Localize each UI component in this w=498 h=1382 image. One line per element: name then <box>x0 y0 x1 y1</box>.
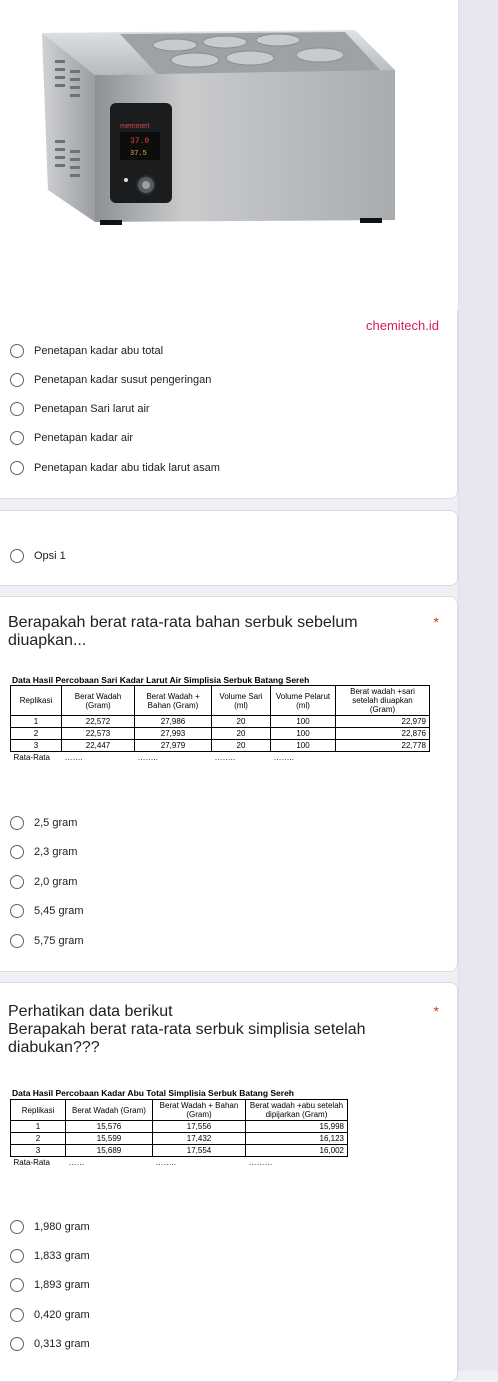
cell: 17,432 <box>153 1133 246 1145</box>
cell: …….. <box>214 753 235 762</box>
option-label: 1,980 gram <box>34 1221 90 1233</box>
option-label: Penetapan Sari larut air <box>34 403 150 415</box>
header-cell: Berat Wadah + Bahan (Gram) <box>153 1100 246 1121</box>
table-row <box>11 1121 348 1133</box>
cell: …….. <box>273 753 294 762</box>
cell: 15,576 <box>66 1121 153 1133</box>
question-card-berat-rata-rata <box>0 596 458 972</box>
option-label: 2,5 gram <box>34 817 78 829</box>
option-label: 2,3 gram <box>34 846 78 858</box>
radio-button[interactable] <box>10 845 24 859</box>
cell: 20 <box>212 740 271 752</box>
option-label: Opsi 1 <box>34 550 66 562</box>
option-abu-tidak-larut-asam[interactable] <box>10 459 220 477</box>
header-cell: Berat wadah +abu setelah dipijarkan (Gram) <box>246 1100 348 1121</box>
radio-button[interactable] <box>10 1220 24 1234</box>
radio-button[interactable] <box>10 934 24 948</box>
option-2-3-gram[interactable] <box>10 843 77 861</box>
table-row <box>11 1133 348 1145</box>
cell: ……… <box>248 1158 273 1167</box>
option-label: Penetapan kadar abu tidak larut asam <box>34 462 220 474</box>
option-1-893-gram[interactable] <box>10 1276 90 1294</box>
question-card-opsi <box>0 510 458 586</box>
data-table <box>10 685 430 763</box>
option-5-75-gram[interactable] <box>10 932 84 950</box>
water-bath-image <box>0 0 458 310</box>
data-table <box>10 1099 348 1168</box>
radio-button[interactable] <box>10 1308 24 1322</box>
option-1-833-gram[interactable] <box>10 1247 90 1265</box>
table-header-row <box>11 1100 348 1121</box>
option-opsi-1[interactable] <box>10 547 66 565</box>
cell: 3 <box>11 740 62 752</box>
cell: Rata-Rata <box>13 753 50 762</box>
header-cell: Berat Wadah + Bahan (Gram) <box>135 686 212 716</box>
cell: 15,599 <box>66 1133 153 1145</box>
cell: 27,979 <box>135 740 212 752</box>
cell: …….. <box>137 753 158 762</box>
question-title: Berapakah berat rata-rata bahan serbuk sebelum diuapkan... <box>8 614 358 649</box>
header-cell: Replikasi <box>11 1100 66 1121</box>
cell: 15,689 <box>66 1145 153 1157</box>
cell: 3 <box>11 1145 66 1157</box>
option-label: Penetapan kadar susut pengeringan <box>34 374 212 386</box>
cell: Rata-Rata <box>13 1158 50 1167</box>
cell: …… <box>68 1158 85 1167</box>
option-label: 0,313 gram <box>34 1338 90 1350</box>
option-label: 0,420 gram <box>34 1309 90 1321</box>
required-asterisk: * <box>433 614 439 630</box>
radio-button[interactable] <box>10 1337 24 1351</box>
radio-button[interactable] <box>10 344 24 358</box>
page-right-gutter <box>458 0 498 1371</box>
cell <box>336 752 430 764</box>
cell: 20 <box>212 728 271 740</box>
cell: 1 <box>11 1121 66 1133</box>
question-card-image <box>0 0 458 499</box>
option-0-420-gram[interactable] <box>10 1306 90 1324</box>
option-0-313-gram[interactable] <box>10 1335 90 1353</box>
cell: ……. <box>64 753 83 762</box>
question-title-line1: Perhatikan data berikut <box>8 1003 173 1020</box>
table-row <box>11 728 430 740</box>
option-5-45-gram[interactable] <box>10 902 84 920</box>
table-row <box>11 740 430 752</box>
header-cell: Replikasi <box>11 686 62 716</box>
radio-button[interactable] <box>10 431 24 445</box>
radio-button[interactable] <box>10 373 24 387</box>
cell: …….. <box>155 1158 176 1167</box>
table-footer-row <box>11 1157 348 1169</box>
radio-button[interactable] <box>10 816 24 830</box>
radio-button[interactable] <box>10 1278 24 1292</box>
cell: 100 <box>271 716 336 728</box>
cell: 20 <box>212 716 271 728</box>
cell: 27,986 <box>135 716 212 728</box>
header-cell: Volume Sari (ml) <box>212 686 271 716</box>
option-label: 5,75 gram <box>34 935 84 947</box>
cell: 22,572 <box>62 716 135 728</box>
table-row <box>11 1145 348 1157</box>
option-label: 1,833 gram <box>34 1250 90 1262</box>
option-susut-pengeringan[interactable] <box>10 371 211 389</box>
cell: 17,554 <box>153 1145 246 1157</box>
option-kadar-air[interactable] <box>10 429 133 447</box>
option-label: 1,893 gram <box>34 1279 90 1291</box>
option-kadar-abu-total[interactable] <box>10 342 163 360</box>
option-label: 5,45 gram <box>34 905 84 917</box>
option-label: Penetapan kadar air <box>34 432 134 444</box>
display-temperature: 37.0 <box>130 137 150 146</box>
table-header-row <box>11 686 430 716</box>
question-card-berat-abu <box>0 982 458 1382</box>
cell: 1 <box>11 716 62 728</box>
cell: 100 <box>271 740 336 752</box>
table-row <box>11 716 430 728</box>
question-title-line2: Berapakah berat rata-rata serbuk simplisia setelah diabukan??? <box>8 1021 366 1056</box>
cell: 100 <box>271 728 336 740</box>
cell: 2 <box>11 1133 66 1145</box>
cell: 22,778 <box>336 740 430 752</box>
brand-label: memmert <box>120 123 150 130</box>
cell: 22,447 <box>62 740 135 752</box>
table-caption: Data Hasil Percobaan Sari Kadar Larut Air Simplisia Serbuk Batang Sereh <box>12 675 310 685</box>
option-2-5-gram[interactable] <box>10 814 77 832</box>
cell: 16,123 <box>246 1133 348 1145</box>
radio-button[interactable] <box>10 1249 24 1263</box>
cell: 2 <box>11 728 62 740</box>
cell: 22,573 <box>62 728 135 740</box>
cell: 17,556 <box>153 1121 246 1133</box>
radio-button[interactable] <box>10 904 24 918</box>
cell: 16,002 <box>246 1145 348 1157</box>
cell: 22,876 <box>336 728 430 740</box>
header-cell: Berat Wadah (Gram) <box>66 1100 153 1121</box>
header-cell: Volume Pelarut (ml) <box>271 686 336 716</box>
option-label: Penetapan kadar abu total <box>34 345 164 357</box>
radio-button[interactable] <box>10 549 24 563</box>
image-credit: chemitech.id <box>366 318 439 333</box>
option-sari-larut-air[interactable] <box>10 400 150 418</box>
cell: 27,993 <box>135 728 212 740</box>
header-cell: Berat wadah +sari setelah diuapkan (Gram) <box>336 686 430 716</box>
header-cell: Berat Wadah (Gram) <box>62 686 135 716</box>
cell: 15,998 <box>246 1121 348 1133</box>
option-label: 2,0 gram <box>34 876 78 888</box>
option-2-0-gram[interactable] <box>10 873 77 891</box>
required-asterisk: * <box>433 1003 439 1019</box>
option-1-980-gram[interactable] <box>10 1218 90 1236</box>
radio-button[interactable] <box>10 461 24 475</box>
display-setpoint: 37.5 <box>130 150 147 158</box>
table-caption: Data Hasil Percobaan Kadar Abu Total Simplisia Serbuk Batang Sereh <box>12 1088 294 1098</box>
cell: 22,979 <box>336 716 430 728</box>
radio-button[interactable] <box>10 402 24 416</box>
table-footer-row <box>11 752 430 764</box>
radio-button[interactable] <box>10 875 24 889</box>
